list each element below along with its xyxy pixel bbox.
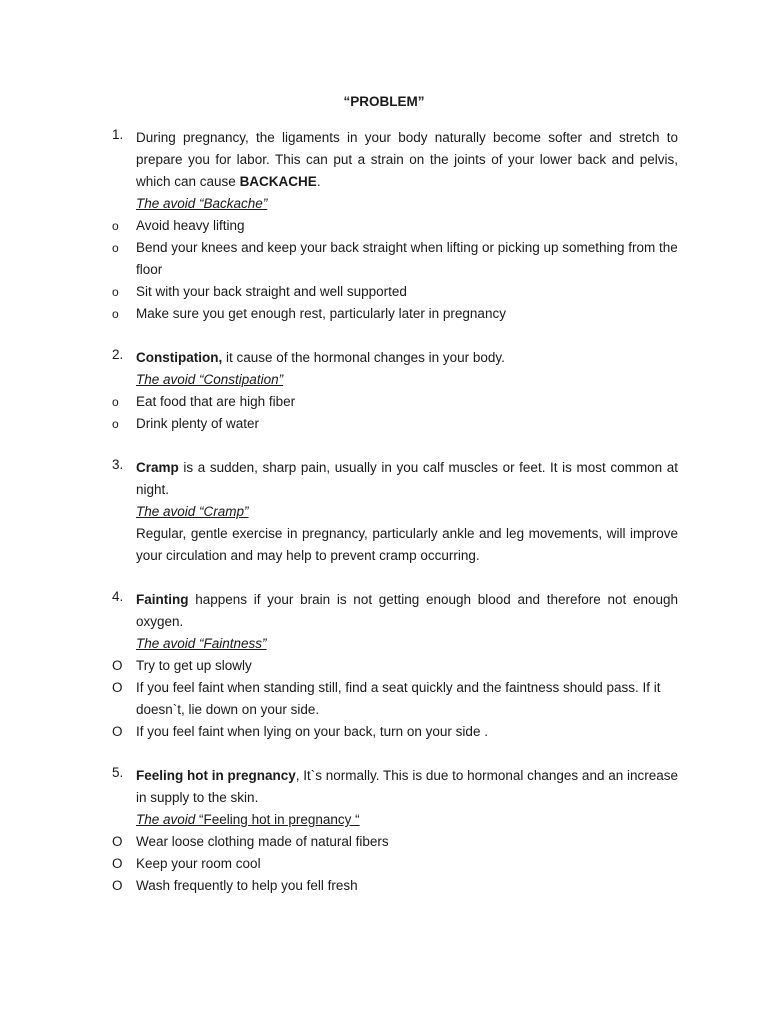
bullet-text: Wear loose clothing made of natural fibers: [136, 834, 389, 849]
section-paragraph: [136, 347, 678, 369]
section-number: 5.: [112, 765, 124, 780]
list-item: [112, 281, 678, 303]
list-item: [112, 655, 678, 677]
section-paragraph: [136, 765, 678, 809]
bullet-mark: O: [112, 658, 123, 673]
paragraph-bold: Fainting: [136, 592, 189, 607]
bullet-text: Sit with your back straight and well supported: [136, 284, 407, 299]
avoid-heading-text: The avoid “Constipation”: [136, 372, 284, 387]
bullet-mark: O: [112, 856, 123, 871]
avoid-heading: [136, 369, 678, 391]
bullet-mark: o: [112, 395, 119, 409]
avoid-heading-text: The avoid: [136, 812, 200, 827]
paragraph-bold: BACKACHE: [239, 174, 317, 189]
section-fainting: [112, 589, 678, 655]
list-item: [112, 391, 678, 413]
bullet-mark: o: [112, 307, 119, 321]
section-backache: [112, 127, 678, 215]
bullet-mark: o: [112, 285, 119, 299]
bullet-text: Try to get up slowly: [136, 658, 252, 673]
section-paragraph: [136, 457, 678, 501]
bullet-mark: O: [112, 878, 123, 893]
section-feeling-hot: [112, 765, 678, 831]
section-cramp: [112, 457, 678, 567]
bullet-text: Drink plenty of water: [136, 416, 260, 431]
list-item: [112, 831, 678, 853]
paragraph-text: is a sudden, sharp pain, usually in you calf muscles or feet. It is most common at night.: [136, 460, 678, 497]
avoid-heading-text: The avoid “Faintness”: [136, 636, 267, 651]
paragraph-text: it cause of the hormonal changes in your body.: [222, 350, 505, 365]
avoid-heading: [136, 809, 678, 831]
bullet-mark: O: [112, 834, 123, 849]
bullet-text: Bend your knees and keep your back straight when lifting or picking up something from the floor: [136, 240, 678, 277]
section-paragraph: [136, 127, 678, 193]
section-advice: Regular, gentle exercise in pregnancy, particularly ankle and leg movements, will improve your circulation and may help to prevent cramp occurring.: [136, 526, 678, 563]
list-item: [112, 677, 678, 721]
bullet-mark: O: [112, 680, 123, 695]
bullet-mark: o: [112, 417, 119, 431]
list-item: [112, 237, 678, 281]
bullet-text: Make sure you get enough rest, particularly later in pregnancy: [136, 306, 506, 321]
list-item: [112, 215, 678, 237]
paragraph-text: happens if your brain is not getting enough blood and therefore not enough oxygen.: [136, 592, 678, 629]
bullet-mark: o: [112, 241, 119, 255]
bullet-text: If you feel faint when lying on your back, turn on your side .: [136, 724, 488, 739]
list-item: [112, 413, 678, 435]
avoid-heading-text: The avoid “Backache”: [136, 196, 268, 211]
section-number: 1.: [112, 127, 124, 142]
section-number: 3.: [112, 457, 124, 472]
paragraph-text: , It`s normally. This is due to hormonal changes and an increase in supply to the skin.: [136, 768, 679, 805]
list-item: [112, 853, 678, 875]
avoid-heading: [136, 193, 678, 215]
avoid-heading: [136, 501, 678, 523]
bullet-text: Wash frequently to help you fell fresh: [136, 878, 358, 893]
section-constipation: [112, 347, 678, 391]
document-body: [112, 127, 678, 897]
paragraph-text-end: .: [316, 174, 321, 189]
bullet-text: Eat food that are high fiber: [136, 394, 296, 409]
paragraph-bold: Constipation,: [136, 350, 223, 365]
bullet-text: If you feel faint when standing still, find a seat quickly and the faintness should pass. If it doesn`t, lie down on your side.: [136, 680, 661, 717]
list-item: [112, 303, 678, 325]
page-title: “PROBLEM”: [343, 94, 425, 109]
section-number: 4.: [112, 589, 124, 604]
bullet-mark: O: [112, 724, 123, 739]
list-item: [112, 875, 678, 897]
bullet-text: Avoid heavy lifting: [136, 218, 245, 233]
list-item: [112, 721, 678, 743]
avoid-heading: [136, 633, 678, 655]
paragraph-bold: Cramp: [136, 460, 179, 475]
bullet-mark: o: [112, 219, 119, 233]
paragraph-bold: Feeling hot in pregnancy: [136, 768, 296, 783]
bullet-text: Keep your room cool: [136, 856, 261, 871]
avoid-heading-topic: “Feeling hot in pregnancy “: [199, 812, 360, 827]
avoid-heading-text: The avoid “Cramp”: [136, 504, 249, 519]
paragraph-text: During pregnancy, the ligaments in your body naturally become softer and stretch to prepare you for labor. This can put a strain on the joints of your lower back and pelvis, which can cause: [136, 130, 678, 189]
section-paragraph: [136, 589, 678, 633]
section-number: 2.: [112, 347, 124, 362]
